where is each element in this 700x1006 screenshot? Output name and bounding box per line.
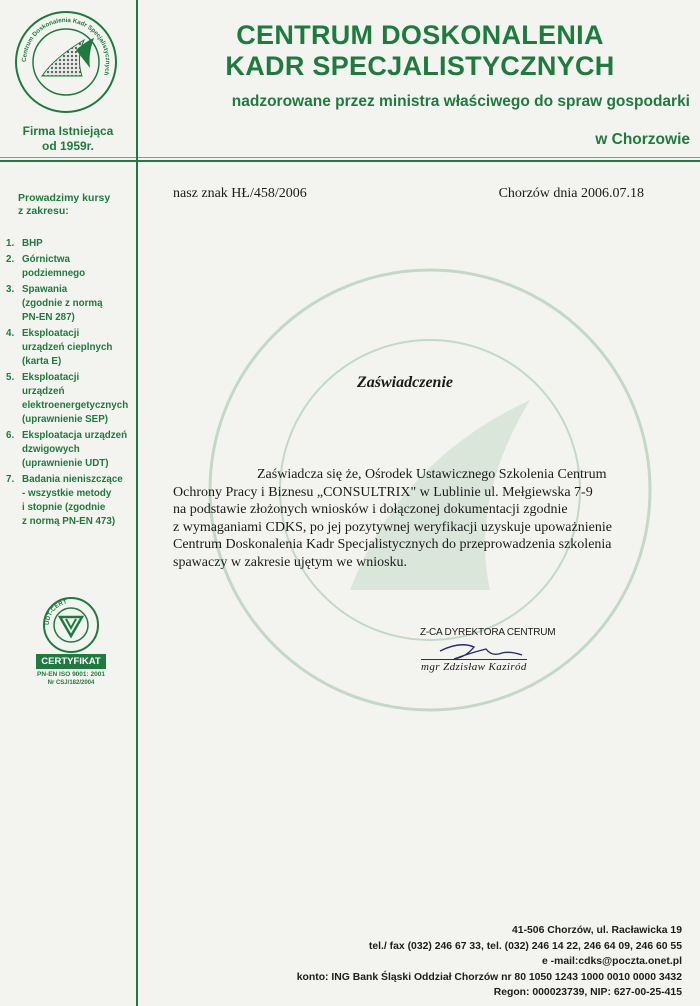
udt-cert-logo-icon bbox=[42, 596, 100, 654]
body-line: spawaczy w zakresie ujętym we wniosku. bbox=[173, 554, 408, 570]
list-item bbox=[6, 429, 134, 471]
letter-date: Chorzów dnia 2006.07.18 bbox=[498, 186, 644, 201]
course-line: PN-EN 287) bbox=[22, 312, 75, 323]
reference-number: nasz znak HŁ/458/2006 bbox=[173, 186, 307, 201]
course-number: 1. bbox=[6, 238, 15, 249]
course-line: Badania nieniszczące bbox=[22, 474, 123, 485]
course-line: Eksploatacji bbox=[22, 372, 80, 383]
certificate-badge bbox=[36, 654, 106, 686]
list-item bbox=[6, 237, 134, 251]
course-line: z normą PN-EN 473) bbox=[22, 516, 116, 527]
sidebar-divider bbox=[136, 0, 138, 1006]
body-line: z wymaganiami CDKS, po jej pozytywnej weryfikacji uzyskuje upoważnienie bbox=[173, 519, 612, 535]
course-line: (karta E) bbox=[22, 356, 62, 367]
certificate-standard: PN-EN ISO 9001: 2001 bbox=[37, 671, 105, 678]
course-number: 5. bbox=[6, 372, 15, 383]
course-number: 2. bbox=[6, 254, 15, 265]
course-line: (uprawnienie UDT) bbox=[22, 458, 109, 469]
course-line: (uprawnienie SEP) bbox=[22, 414, 109, 425]
list-item bbox=[6, 283, 134, 325]
course-line: Spawania bbox=[22, 284, 68, 295]
course-line: Górnictwa bbox=[22, 254, 70, 265]
firm-established-line1: Firma Istniejąca bbox=[22, 124, 114, 138]
course-number: 7. bbox=[6, 474, 15, 485]
list-item bbox=[6, 327, 134, 369]
organization-title bbox=[150, 20, 690, 82]
header-divider bbox=[0, 160, 700, 162]
title-line1: CENTRUM DOSKONALENIA bbox=[236, 20, 604, 50]
cert-ring-text: UDT-CERT bbox=[44, 599, 68, 626]
firm-established-line2: od 1959r. bbox=[41, 139, 95, 153]
document-title: Zaświadczenie bbox=[357, 374, 453, 391]
title-line2: KADR SPECJALISTYCZNYCH bbox=[225, 51, 615, 81]
footer-email: e -mail:cdks@poczta.onet.pl bbox=[541, 956, 682, 968]
courses-intro-line2: z zakresu: bbox=[18, 205, 69, 217]
footer-contact bbox=[150, 923, 682, 1001]
course-line: urządzeń cieplnych bbox=[22, 342, 113, 353]
header-divider-thin bbox=[0, 157, 700, 158]
list-item bbox=[6, 253, 134, 281]
list-item bbox=[6, 473, 134, 529]
courses-intro-line1: Prowadzimy kursy bbox=[18, 192, 111, 204]
course-list bbox=[6, 237, 134, 531]
body-line: na podstawie złożonych wniosków i dołączonej dokumentacji zgodnie bbox=[173, 502, 568, 517]
footer-phones: tel./ fax (032) 246 67 33, tel. (032) 246 14 22, 246 64 09, 246 60 55 bbox=[368, 940, 682, 952]
footer-ids: Regon: 000023739, NIP: 627-00-25-415 bbox=[493, 987, 682, 999]
course-number: 6. bbox=[6, 430, 15, 441]
course-number: 3. bbox=[6, 284, 15, 295]
course-line: urządzeń bbox=[22, 386, 65, 397]
footer-address: 41-506 Chorzów, ul. Racławicka 19 bbox=[512, 925, 682, 936]
body-line: Centrum Doskonalenia Kadr Specjalistycznych do przeprowadzenia szkolenia bbox=[173, 537, 612, 552]
organization-city: w Chorzowie bbox=[595, 131, 690, 148]
course-line: podziemnego bbox=[22, 268, 86, 279]
body-line: Zaświadcza się że, Ośrodek Ustawicznego Szkolenia Centrum bbox=[257, 467, 607, 482]
organization-subtitle: nadzorowane przez ministra właściwego do spraw gospodarki bbox=[231, 93, 690, 110]
course-line: i stopnie (zgodnie bbox=[22, 502, 106, 513]
course-line: dzwigowych bbox=[22, 444, 80, 455]
footer-bank: konto: ING Bank Śląski Oddział Chorzów nr 80 1050 1243 1000 0010 0000 3432 bbox=[296, 971, 682, 983]
signer-name: mgr Zdzisław Kaziród bbox=[421, 661, 527, 673]
course-line: BHP bbox=[22, 238, 43, 249]
course-line: elektroenergetycznych bbox=[22, 400, 129, 411]
course-line: (zgodnie z normą bbox=[22, 298, 103, 309]
certificate-number: Nr CSJ/182/2004 bbox=[47, 680, 95, 686]
certificate-title: CERTYFIKAT bbox=[36, 654, 106, 669]
letter-body bbox=[173, 466, 645, 571]
signature-stamp-title: Z-CA DYREKTORA CENTRUM bbox=[420, 627, 556, 638]
course-number: 4. bbox=[6, 328, 15, 339]
course-line: - wszystkie metody bbox=[22, 488, 112, 499]
cdks-logo-icon bbox=[14, 10, 118, 114]
logo-ring-text: Centrum Doskonalenia Kadr Specjalistycznych bbox=[20, 16, 112, 77]
course-line: Eksploatacji bbox=[22, 328, 80, 339]
list-item bbox=[6, 371, 134, 427]
course-line: Eksploatacja urządzeń bbox=[22, 430, 128, 441]
firm-established bbox=[6, 124, 130, 154]
courses-intro bbox=[18, 192, 130, 218]
body-line: Ochrony Pracy i Biznesu „CONSULTRIX" w Lublinie ul. Mełgiewska 7-9 bbox=[173, 484, 593, 500]
